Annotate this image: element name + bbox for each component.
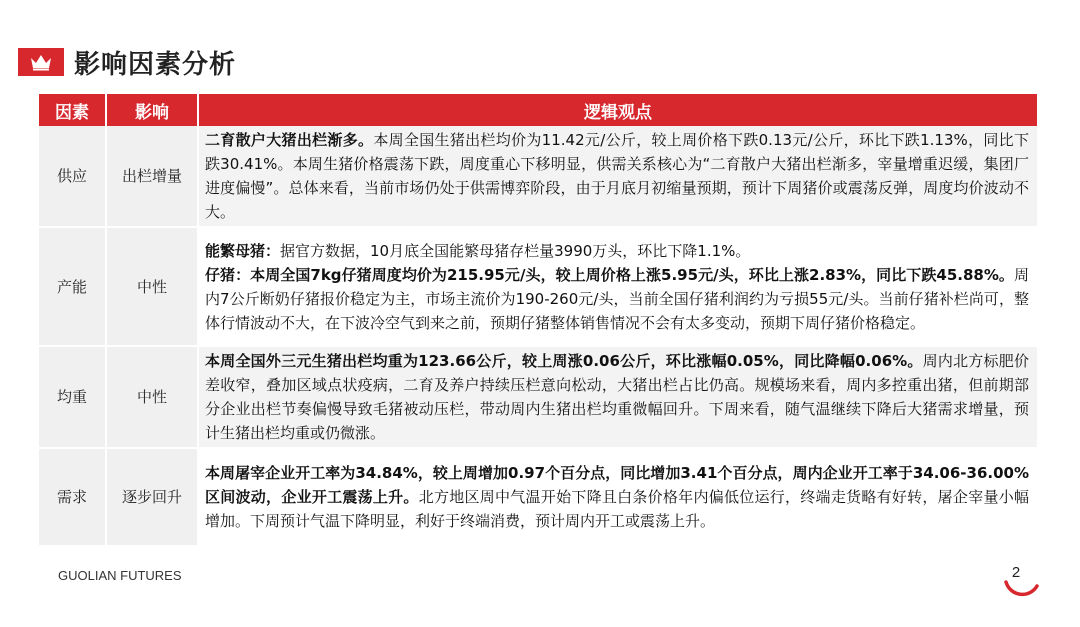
logic-cell: [199, 228, 1037, 347]
table-row-demand: [39, 449, 1037, 547]
logic-paragraph: [205, 349, 1029, 445]
impact-cell: 中性: [107, 347, 199, 449]
crown-icon: [29, 53, 53, 71]
table-row-capacity: [39, 228, 1037, 347]
logic-highlight: 本周屠宰企业开工率为34.84%，较上周增加0.97个百分点，同比增加3.41个百分点，周内企业开工率于34.06-36.00%区间波动，企业开工震荡上升。: [205, 464, 1029, 506]
page-number-badge: [1003, 560, 1043, 600]
logic-paragraph: [205, 128, 1029, 224]
logic-highlight: 仔猪：本周全国7kg仔猪周度均价为215.95元/头，较上周价格上涨5.95元/头，环比上涨2.83%，同比下跌45.88%。: [205, 265, 1014, 284]
table-header-row: [39, 94, 1037, 126]
logic-body: 本周全国生猪出栏均价为11.42元/公斤，较上周价格下跌0.13元/公斤，环比下跌1.13%，同比下跌30.41%。本周生猪价格震荡下跌，周度重心下移明显，供需关系核心为“二育散户大猪出栏渐多，宰量增重迟缓，集团厂进度偏慢”。总体来看，当前市场仍处于供需博弈阶段，由于月底月初缩量预期，预计下周猪价或震荡反弹，周度均价波动不大。: [205, 131, 1029, 221]
factor-cell: 均重: [39, 347, 107, 449]
logic-paragraph: [205, 461, 1029, 533]
logic-cell: [199, 126, 1037, 228]
logic-paragraph: [205, 263, 1029, 335]
analysis-table: [39, 94, 1037, 547]
table-row-supply: [39, 126, 1037, 228]
impact-cell: 逐步回升: [107, 449, 199, 547]
page-number: 2: [1011, 564, 1021, 581]
logic-body: 周内7公斤断奶仔猪报价稳定为主，市场主流价为190-260元/头，当前全国仔猪利润约为亏损55元/头。当前仔猪补栏尚可，整体行情波动不大，在下波冷空气到来之前，预期仔猪整体销售情况不会有太多变动，预期下周仔猪价格稳定。: [205, 265, 1029, 332]
page-title: 影响因素分析: [74, 50, 237, 80]
logic-highlight: 本周全国外三元生猪出栏均重为123.66公斤，较上周涨0.06公斤，环比涨幅0.05%，同比降幅0.06%。: [205, 352, 923, 370]
logic-highlight: 二育散户大猪出栏渐多。: [205, 131, 374, 149]
factor-cell: 供应: [39, 126, 107, 228]
logic-cell: [199, 347, 1037, 449]
table-row-weight: [39, 347, 1037, 449]
logic-body: 周内北方标肥价差收窄，叠加区域点状疫病，二育及养户持续压栏意向松动，大猪出栏占比仍高。规模场来看，周内多控重出猪，但前期部分企业出栏节奏偏慢导致毛猪被动压栏，带动周内生猪出栏均重微幅回升。下周来看，随气温继续下降后大猪需求增量，预计生猪出栏均重或仍微涨。: [205, 352, 1029, 442]
factor-cell: 需求: [39, 449, 107, 547]
logic-highlight: 能繁母猪：: [205, 241, 281, 260]
column-header-factor: 因素: [39, 94, 107, 126]
brand-logo: [18, 48, 64, 76]
logic-body: 据官方数据，10月底全国能繁母猪存栏量3990万头，环比下降1.1%。: [280, 241, 751, 260]
logic-body: 北方地区周中气温开始下降且白条价格年内偏低位运行，终端走货略有好转，屠企宰量小幅增加。下周预计气温下降明显，利好于终端消费，预计周内开工或震荡上升。: [205, 488, 1029, 530]
logic-cell: [199, 449, 1037, 547]
logic-paragraph: [205, 239, 1029, 263]
column-header-logic: 逻辑观点: [199, 94, 1037, 126]
factor-cell: 产能: [39, 228, 107, 347]
column-header-impact: 影响: [107, 94, 199, 126]
footer-brand: GUOLIAN FUTURES: [58, 568, 182, 583]
impact-cell: 出栏增量: [107, 126, 199, 228]
impact-cell: 中性: [107, 228, 199, 347]
